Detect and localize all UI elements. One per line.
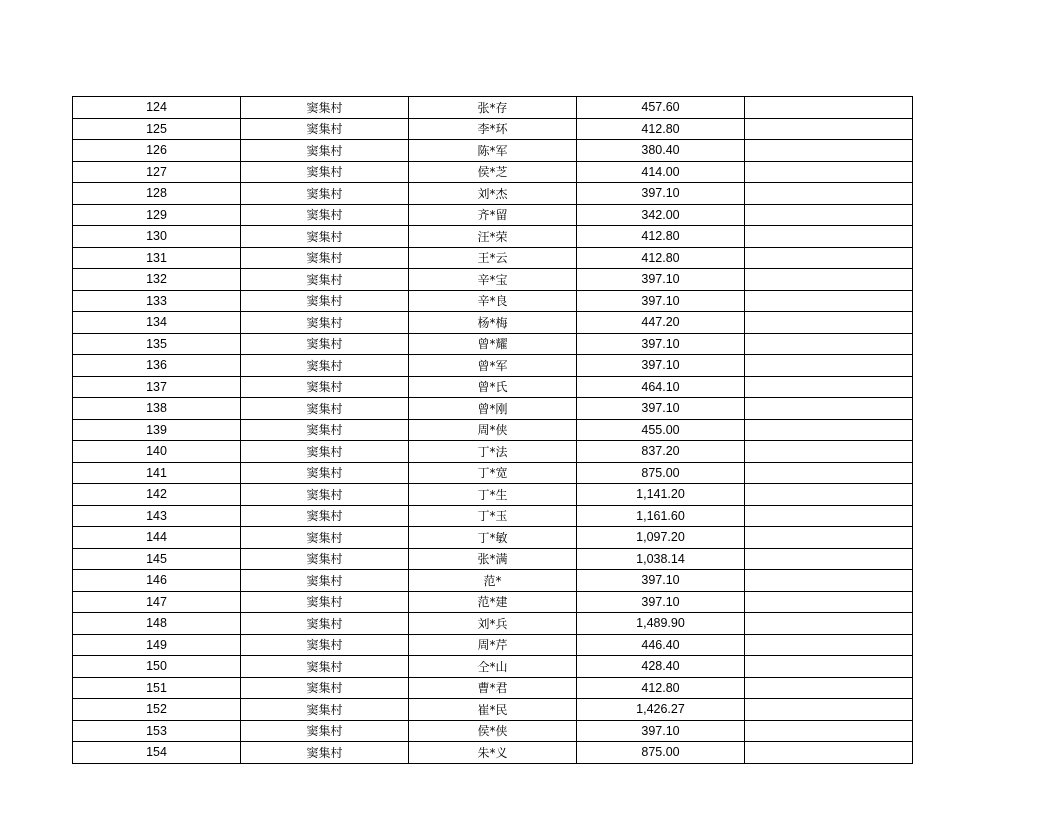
table-row bbox=[73, 720, 913, 742]
cell-village: 窦集村 bbox=[241, 656, 409, 678]
cell-number: 146 bbox=[73, 570, 241, 592]
cell-number: 132 bbox=[73, 269, 241, 291]
cell-amount: 455.00 bbox=[577, 419, 745, 441]
table-row bbox=[73, 376, 913, 398]
cell-note bbox=[745, 247, 913, 269]
cell-note bbox=[745, 355, 913, 377]
table-row bbox=[73, 527, 913, 549]
cell-amount: 397.10 bbox=[577, 290, 745, 312]
cell-note bbox=[745, 183, 913, 205]
cell-village: 窦集村 bbox=[241, 355, 409, 377]
cell-note bbox=[745, 290, 913, 312]
cell-number: 140 bbox=[73, 441, 241, 463]
cell-village: 窦集村 bbox=[241, 140, 409, 162]
table-row bbox=[73, 204, 913, 226]
cell-number: 151 bbox=[73, 677, 241, 699]
cell-village: 窦集村 bbox=[241, 699, 409, 721]
cell-name: 曾*氏 bbox=[409, 376, 577, 398]
cell-note bbox=[745, 269, 913, 291]
table-row bbox=[73, 161, 913, 183]
cell-name: 曹*君 bbox=[409, 677, 577, 699]
cell-number: 147 bbox=[73, 591, 241, 613]
cell-amount: 397.10 bbox=[577, 269, 745, 291]
subsidy-table bbox=[72, 96, 913, 764]
cell-number: 145 bbox=[73, 548, 241, 570]
cell-amount: 414.00 bbox=[577, 161, 745, 183]
cell-name: 汪*荣 bbox=[409, 226, 577, 248]
cell-name: 刘*杰 bbox=[409, 183, 577, 205]
cell-number: 143 bbox=[73, 505, 241, 527]
cell-number: 139 bbox=[73, 419, 241, 441]
cell-name: 周*芹 bbox=[409, 634, 577, 656]
cell-village: 窦集村 bbox=[241, 548, 409, 570]
cell-name: 范* bbox=[409, 570, 577, 592]
cell-number: 142 bbox=[73, 484, 241, 506]
cell-village: 窦集村 bbox=[241, 247, 409, 269]
cell-name: 朱*义 bbox=[409, 742, 577, 764]
cell-amount: 1,426.27 bbox=[577, 699, 745, 721]
cell-name: 曾*耀 bbox=[409, 333, 577, 355]
table-row bbox=[73, 699, 913, 721]
cell-note bbox=[745, 204, 913, 226]
cell-name: 辛*良 bbox=[409, 290, 577, 312]
cell-amount: 457.60 bbox=[577, 97, 745, 119]
table-row bbox=[73, 419, 913, 441]
cell-note bbox=[745, 97, 913, 119]
cell-name: 李*环 bbox=[409, 118, 577, 140]
cell-village: 窦集村 bbox=[241, 204, 409, 226]
table-row bbox=[73, 140, 913, 162]
cell-village: 窦集村 bbox=[241, 183, 409, 205]
cell-amount: 1,141.20 bbox=[577, 484, 745, 506]
cell-note bbox=[745, 161, 913, 183]
cell-village: 窦集村 bbox=[241, 161, 409, 183]
table-row bbox=[73, 634, 913, 656]
cell-amount: 1,038.14 bbox=[577, 548, 745, 570]
cell-village: 窦集村 bbox=[241, 398, 409, 420]
cell-amount: 447.20 bbox=[577, 312, 745, 334]
table-row bbox=[73, 484, 913, 506]
cell-amount: 412.80 bbox=[577, 226, 745, 248]
table-row bbox=[73, 183, 913, 205]
cell-name: 范*建 bbox=[409, 591, 577, 613]
cell-number: 129 bbox=[73, 204, 241, 226]
cell-amount: 397.10 bbox=[577, 355, 745, 377]
cell-amount: 428.40 bbox=[577, 656, 745, 678]
cell-village: 窦集村 bbox=[241, 312, 409, 334]
cell-amount: 397.10 bbox=[577, 333, 745, 355]
cell-number: 141 bbox=[73, 462, 241, 484]
cell-number: 125 bbox=[73, 118, 241, 140]
cell-village: 窦集村 bbox=[241, 376, 409, 398]
cell-number: 135 bbox=[73, 333, 241, 355]
cell-village: 窦集村 bbox=[241, 441, 409, 463]
cell-amount: 1,489.90 bbox=[577, 613, 745, 635]
table-row bbox=[73, 591, 913, 613]
cell-name: 辛*宝 bbox=[409, 269, 577, 291]
table-row bbox=[73, 656, 913, 678]
cell-note bbox=[745, 312, 913, 334]
cell-name: 仝*山 bbox=[409, 656, 577, 678]
cell-name: 刘*兵 bbox=[409, 613, 577, 635]
cell-note bbox=[745, 376, 913, 398]
cell-amount: 1,161.60 bbox=[577, 505, 745, 527]
cell-number: 131 bbox=[73, 247, 241, 269]
table-row bbox=[73, 118, 913, 140]
cell-village: 窦集村 bbox=[241, 462, 409, 484]
cell-amount: 464.10 bbox=[577, 376, 745, 398]
cell-note bbox=[745, 591, 913, 613]
cell-number: 128 bbox=[73, 183, 241, 205]
cell-name: 丁*宽 bbox=[409, 462, 577, 484]
cell-amount: 412.80 bbox=[577, 677, 745, 699]
table-row bbox=[73, 742, 913, 764]
table-row bbox=[73, 398, 913, 420]
cell-note bbox=[745, 613, 913, 635]
cell-name: 丁*法 bbox=[409, 441, 577, 463]
cell-number: 138 bbox=[73, 398, 241, 420]
table-row bbox=[73, 570, 913, 592]
cell-village: 窦集村 bbox=[241, 570, 409, 592]
cell-name: 张*存 bbox=[409, 97, 577, 119]
cell-village: 窦集村 bbox=[241, 634, 409, 656]
cell-note bbox=[745, 140, 913, 162]
cell-name: 侯*芝 bbox=[409, 161, 577, 183]
cell-village: 窦集村 bbox=[241, 419, 409, 441]
table-row bbox=[73, 462, 913, 484]
table-row bbox=[73, 355, 913, 377]
cell-village: 窦集村 bbox=[241, 613, 409, 635]
cell-number: 137 bbox=[73, 376, 241, 398]
cell-name: 张*满 bbox=[409, 548, 577, 570]
cell-note bbox=[745, 419, 913, 441]
table-row bbox=[73, 290, 913, 312]
cell-note bbox=[745, 505, 913, 527]
cell-amount: 446.40 bbox=[577, 634, 745, 656]
table-row bbox=[73, 269, 913, 291]
cell-number: 126 bbox=[73, 140, 241, 162]
cell-number: 149 bbox=[73, 634, 241, 656]
cell-village: 窦集村 bbox=[241, 505, 409, 527]
cell-note bbox=[745, 548, 913, 570]
table-row bbox=[73, 226, 913, 248]
cell-amount: 412.80 bbox=[577, 118, 745, 140]
cell-note bbox=[745, 333, 913, 355]
cell-number: 153 bbox=[73, 720, 241, 742]
cell-amount: 397.10 bbox=[577, 183, 745, 205]
cell-village: 窦集村 bbox=[241, 269, 409, 291]
table-row bbox=[73, 613, 913, 635]
cell-amount: 397.10 bbox=[577, 591, 745, 613]
cell-name: 王*云 bbox=[409, 247, 577, 269]
cell-amount: 342.00 bbox=[577, 204, 745, 226]
cell-name: 陈*军 bbox=[409, 140, 577, 162]
table-row bbox=[73, 97, 913, 119]
cell-name: 侯*侠 bbox=[409, 720, 577, 742]
cell-note bbox=[745, 484, 913, 506]
table-row bbox=[73, 548, 913, 570]
cell-number: 124 bbox=[73, 97, 241, 119]
table-row bbox=[73, 677, 913, 699]
cell-amount: 1,097.20 bbox=[577, 527, 745, 549]
cell-name: 丁*敏 bbox=[409, 527, 577, 549]
cell-amount: 397.10 bbox=[577, 398, 745, 420]
cell-number: 133 bbox=[73, 290, 241, 312]
table-row bbox=[73, 441, 913, 463]
cell-village: 窦集村 bbox=[241, 591, 409, 613]
cell-name: 丁*玉 bbox=[409, 505, 577, 527]
cell-number: 154 bbox=[73, 742, 241, 764]
table-row bbox=[73, 505, 913, 527]
cell-number: 134 bbox=[73, 312, 241, 334]
table-body bbox=[73, 97, 913, 764]
cell-number: 130 bbox=[73, 226, 241, 248]
cell-note bbox=[745, 118, 913, 140]
cell-note bbox=[745, 226, 913, 248]
cell-name: 丁*生 bbox=[409, 484, 577, 506]
cell-amount: 412.80 bbox=[577, 247, 745, 269]
cell-note bbox=[745, 742, 913, 764]
cell-name: 崔*民 bbox=[409, 699, 577, 721]
cell-village: 窦集村 bbox=[241, 484, 409, 506]
cell-note bbox=[745, 677, 913, 699]
cell-amount: 380.40 bbox=[577, 140, 745, 162]
table-row bbox=[73, 333, 913, 355]
cell-amount: 397.10 bbox=[577, 720, 745, 742]
cell-note bbox=[745, 720, 913, 742]
cell-village: 窦集村 bbox=[241, 290, 409, 312]
cell-amount: 837.20 bbox=[577, 441, 745, 463]
cell-note bbox=[745, 699, 913, 721]
cell-village: 窦集村 bbox=[241, 742, 409, 764]
cell-amount: 397.10 bbox=[577, 570, 745, 592]
cell-number: 144 bbox=[73, 527, 241, 549]
cell-note bbox=[745, 527, 913, 549]
cell-name: 杨*梅 bbox=[409, 312, 577, 334]
cell-note bbox=[745, 656, 913, 678]
cell-village: 窦集村 bbox=[241, 527, 409, 549]
cell-name: 齐*留 bbox=[409, 204, 577, 226]
cell-village: 窦集村 bbox=[241, 97, 409, 119]
cell-note bbox=[745, 398, 913, 420]
cell-note bbox=[745, 634, 913, 656]
cell-name: 周*侠 bbox=[409, 419, 577, 441]
cell-village: 窦集村 bbox=[241, 333, 409, 355]
cell-note bbox=[745, 570, 913, 592]
cell-number: 127 bbox=[73, 161, 241, 183]
cell-number: 148 bbox=[73, 613, 241, 635]
cell-number: 152 bbox=[73, 699, 241, 721]
cell-village: 窦集村 bbox=[241, 677, 409, 699]
cell-note bbox=[745, 441, 913, 463]
table-row bbox=[73, 312, 913, 334]
cell-name: 曾*刚 bbox=[409, 398, 577, 420]
cell-village: 窦集村 bbox=[241, 118, 409, 140]
cell-village: 窦集村 bbox=[241, 720, 409, 742]
cell-name: 曾*军 bbox=[409, 355, 577, 377]
cell-number: 150 bbox=[73, 656, 241, 678]
cell-village: 窦集村 bbox=[241, 226, 409, 248]
cell-note bbox=[745, 462, 913, 484]
cell-amount: 875.00 bbox=[577, 742, 745, 764]
table-row bbox=[73, 247, 913, 269]
cell-amount: 875.00 bbox=[577, 462, 745, 484]
cell-number: 136 bbox=[73, 355, 241, 377]
